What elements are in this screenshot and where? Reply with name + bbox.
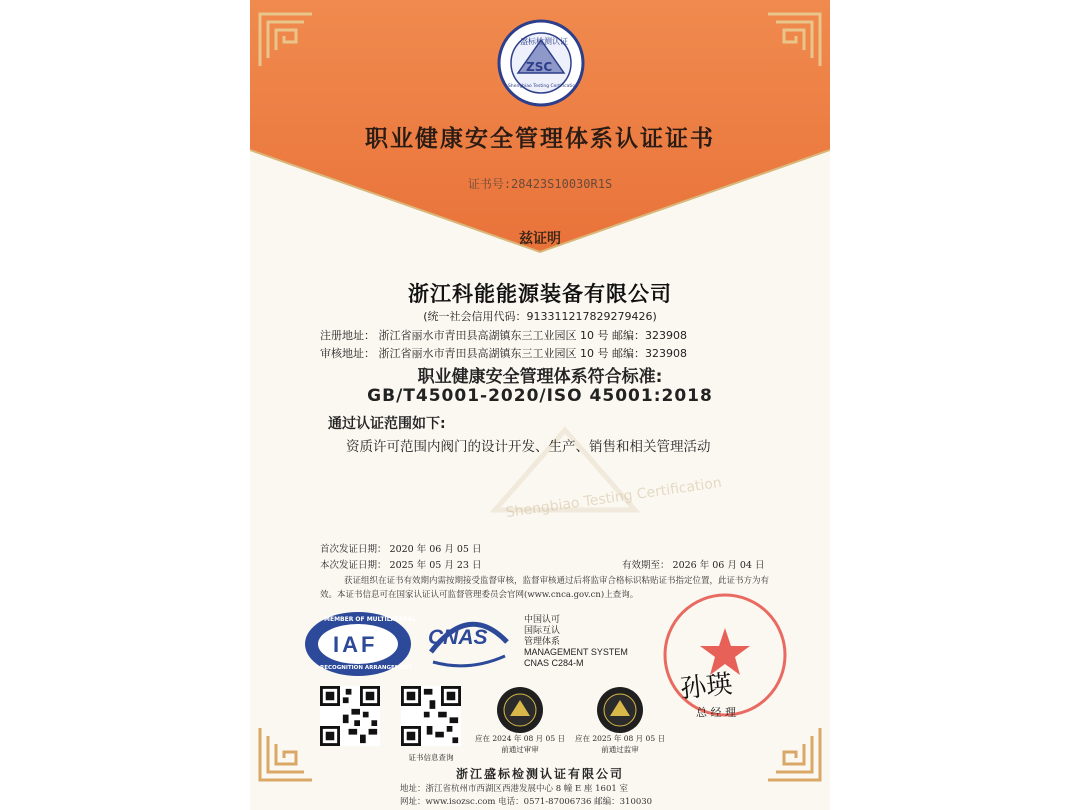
cnas-line-2: 国际互认 [524,625,561,635]
registered-address: 注册地址： 浙江省丽水市青田县高湖镇东三工业园区 10 号 邮编：323908 [320,329,687,342]
corner-ornament-top-left [256,10,316,70]
general-manager-title: 总 经 理 [696,706,736,719]
iaf-label: IAF [333,632,378,657]
qr-code-icon [320,686,380,746]
surveillance-seal-icon [496,686,544,734]
watermark-text: Shengbiao Testing Certification [504,474,723,522]
company-name: 浙江科能能源装备有限公司 [408,282,672,306]
seal-2-date: 应在 2025 年 08 月 05 日 [575,734,665,743]
hereby-certify: 兹证明 [519,231,561,247]
seal-1-date: 应在 2024 年 08 月 05 日 [475,734,565,743]
valid-until-date: 有效期至： 2026 年 06 月 04 日 [622,560,765,571]
seal-2-note: 前通过监审 [601,745,639,754]
first-issue-date: 首次发证日期： 2020 年 06 月 05 日 [320,544,482,555]
certificate-note: 获证组织在证书有效期内需按期接受监督审核，监督审核通过后将监审合格标识粘贴证书指定位置，此证书方为有效。本证书信息可在国家认证认可监督管理委员会官网(www.cnca.gov.cn)上查询。 [320,576,770,600]
cnas-line-1: 中国认可 [524,614,561,624]
certificate-number: 证书号:28423S10030R1S [467,177,613,191]
qr-code-icon [401,686,461,746]
scope-heading: 通过认证范围如下: [328,416,446,432]
corner-ornament-top-right [764,10,824,70]
footer-info [400,783,652,809]
signature: 孙瑛 [678,669,734,705]
audit-address: 审核地址： 浙江省丽水市青田县高湖镇东三工业园区 10 号 邮编：323908 [320,347,687,360]
cnas-label: CNAS [428,626,488,649]
standard-code: GB/T45001-2020/ISO 45001:2018 [367,386,713,406]
iaf-ring-bottom: RECOGNITION ARRANGEMENT [320,665,413,671]
credit-code: (统一社会信用代码：91331121782927942​6) [423,310,657,323]
logo-mark: ZSC [526,60,553,74]
footer-contact: 网址：www.isozsc.com 电话：0571-87006736 邮编：310030 [400,797,653,807]
certificate [250,0,830,810]
cnas-line-5: CNAS C284-M [524,658,584,668]
certificate-title: 职业健康安全管理体系认证证书 [365,126,715,152]
scope-text: 资质许可范围内阀门的设计开发、生产、销售和相关管理活动 [346,439,711,455]
standard-heading: 职业健康安全管理体系符合标准: [417,367,663,387]
cnas-description [524,614,628,669]
qr-caption: 证书信息查询 [408,753,454,762]
iaf-ring-top: MEMBER OF MULTILATERAL [324,616,416,623]
seal-1-note: 前通过审审 [501,745,539,754]
cnas-line-4: MANAGEMENT SYSTEM [524,647,628,657]
issuer-name: 浙江盛标检测认证有限公司 [455,767,624,781]
cnas-line-3: 管理体系 [524,636,561,646]
surveillance-seal-icon [596,686,644,734]
logo-ring-text: 盛标检测认证 [520,37,568,46]
logo-english: Shengbiao Testing Certification [508,84,578,89]
footer-address: 地址：浙江省杭州市西湖区西港发展中心 8 幢 E 座 1601 室 [400,784,628,794]
this-issue-date: 本次发证日期： 2025 年 05 月 23 日 [320,560,482,571]
